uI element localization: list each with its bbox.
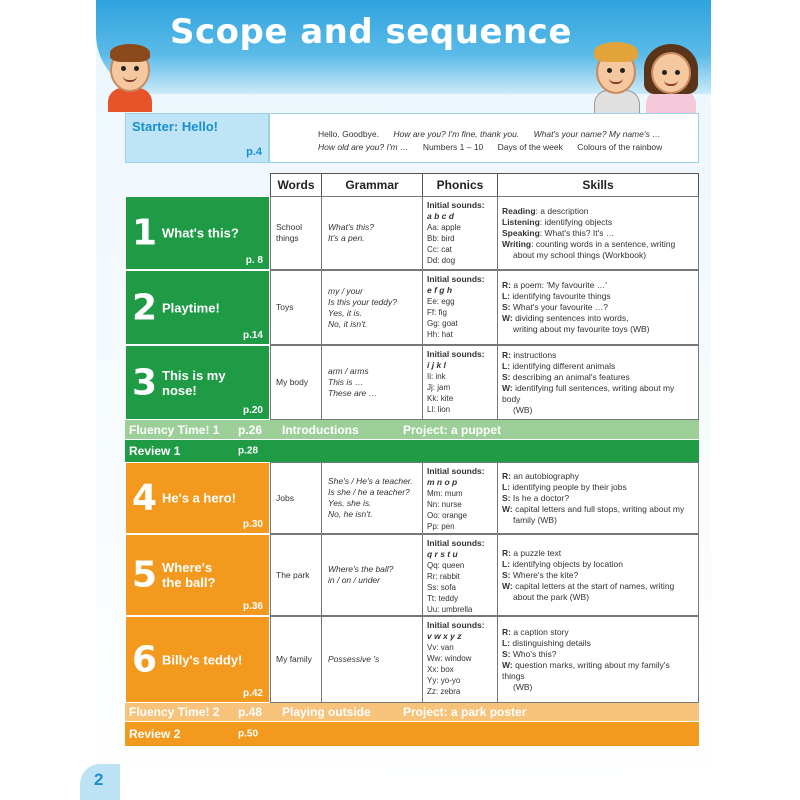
unit-label	[125, 345, 270, 420]
phonics-example: Kk: kite	[427, 394, 454, 403]
phonics-example: Ff: fig	[427, 308, 448, 317]
phonics-example: Rr: rabbit	[427, 572, 460, 581]
skills-label: W:	[502, 503, 513, 514]
skills-line	[502, 627, 694, 638]
skills-label: L:	[502, 481, 511, 492]
starter-unit-label	[125, 113, 269, 163]
skills-text: Who's this?	[510, 648, 557, 659]
phonics-letters: a b c d	[427, 211, 454, 221]
skills-text: dividing sentences into words,	[512, 313, 629, 323]
starter-phrase: Hello. Goodbye.	[318, 129, 379, 139]
unit-number: 3	[132, 362, 158, 403]
review-2-band	[125, 722, 699, 746]
skills-text: What's your favourite …?	[510, 302, 609, 312]
phonics-example: Nn: nurse	[427, 500, 462, 509]
unit-number: 4	[132, 477, 158, 519]
phonics-example: Tt: teddy	[427, 594, 459, 603]
skills-label: W:	[502, 580, 513, 591]
skills-label: R:	[502, 349, 511, 360]
skills-cell	[497, 196, 699, 270]
skills-label: S:	[502, 569, 511, 580]
unit-title: This is my nose!	[162, 367, 226, 398]
boy-illustration-left	[100, 40, 160, 112]
skills-text: a poem: 'My favourite …'	[510, 280, 607, 290]
unit-page-ref: p.36	[242, 601, 263, 612]
skills-label: R:	[502, 470, 511, 481]
starter-phrase: What's your name? My name's …	[533, 129, 661, 139]
skills-label: S:	[502, 302, 511, 312]
starter-content	[269, 113, 699, 163]
review-2-page: p.50	[238, 728, 259, 740]
phonics-example: Jj: jam	[427, 383, 451, 392]
phonics-letters: m n o p	[427, 477, 458, 487]
phonics-cell	[422, 616, 498, 703]
grammar-cell	[321, 196, 423, 270]
starter-phrase: Numbers 1 – 10	[422, 142, 484, 152]
skills-line	[502, 239, 694, 250]
words-cell: Jobs	[270, 462, 322, 534]
fluency-2-topic: Playing outside	[282, 705, 371, 719]
unit-title: Billy's teddy!	[162, 652, 243, 667]
skills-line	[502, 280, 694, 291]
grammar-cell	[321, 616, 423, 703]
skills-line	[502, 206, 694, 217]
grammar-line: What's this?	[328, 222, 375, 232]
phonics-example: Gg: goat	[427, 319, 458, 328]
starter-line-2	[318, 142, 674, 152]
starter-phrase: How old are you? I'm …	[318, 142, 409, 152]
review-1-band	[125, 440, 699, 462]
phonics-example: Ss: sofa	[427, 583, 456, 592]
skills-label: W:	[502, 313, 513, 323]
phonics-example: Pp: pen	[427, 522, 455, 531]
skills-label: L:	[502, 558, 511, 569]
unit-label	[125, 534, 270, 616]
fluency-2-page: p.48	[238, 705, 263, 719]
phonics-example: Zz: zebra	[427, 687, 461, 696]
skills-label: Speaking	[502, 227, 540, 238]
unit-number: 6	[132, 639, 158, 680]
skills-line	[502, 383, 694, 405]
skills-text: an autobiography	[510, 470, 580, 481]
skills-line	[502, 682, 694, 693]
phonics-letters: e f g h	[427, 285, 453, 295]
column-header-skills: Skills	[497, 173, 699, 197]
skills-cell	[497, 345, 699, 420]
skills-cell	[497, 462, 699, 534]
unit-title: What's this?	[162, 225, 239, 241]
review-1-page: p.28	[238, 445, 259, 457]
column-header-phonics: Phonics	[422, 173, 498, 197]
review-2-title: Review 2	[129, 727, 181, 741]
skills-text: family (WB)	[513, 514, 557, 525]
phonics-example: Ee: egg	[427, 297, 455, 306]
skills-text: Where's the kite?	[510, 569, 579, 580]
girl-illustration-right	[640, 40, 702, 114]
skills-label: L:	[502, 291, 511, 301]
phonics-example: Uu: umbrella	[427, 605, 473, 614]
phonics-example: Mm: mum	[427, 489, 463, 498]
grammar-line: Is this your teddy?	[328, 296, 397, 307]
page-number: 2	[94, 770, 104, 789]
phonics-cell	[422, 534, 498, 616]
words-cell: School things	[270, 196, 322, 270]
skills-line	[502, 302, 694, 313]
phonics-title: Initial sounds:	[427, 538, 485, 548]
fluency-time-1-band	[125, 420, 699, 439]
column-header-words: Words	[270, 173, 322, 197]
unit-title: He's a hero!	[162, 490, 236, 506]
grammar-line: in / on / under	[328, 575, 380, 585]
skills-label: Listening	[502, 216, 540, 227]
unit-page-ref: p. 8	[245, 255, 263, 266]
boy-illustration-right	[588, 40, 644, 114]
fluency-1-page: p.26	[238, 422, 263, 437]
skills-label: S:	[502, 648, 511, 659]
words-cell: Toys	[270, 270, 322, 345]
skills-cell	[497, 534, 699, 616]
skills-text: question marks, writing about my family's things	[502, 659, 670, 681]
phonics-example: Cc: cat	[427, 245, 452, 254]
skills-label: Writing	[502, 238, 532, 249]
skills-text: : a description	[535, 205, 589, 216]
skills-text: a puzzle text	[510, 547, 562, 558]
phonics-example: Yy: yo-yo	[427, 676, 461, 685]
skills-label: W:	[502, 382, 513, 393]
skills-text: identifying different animals	[510, 360, 616, 371]
words-cell: The park	[270, 534, 322, 616]
unit-page-ref: p.42	[242, 688, 263, 699]
skills-text: instructions	[510, 349, 557, 360]
skills-label: R:	[502, 626, 511, 637]
grammar-line: No, it isn't.	[328, 318, 368, 329]
skills-text: about my school things (Workbook)	[513, 249, 647, 260]
skills-text: identifying objects by location	[510, 558, 623, 569]
skills-line	[502, 548, 694, 559]
grammar-cell	[321, 345, 423, 420]
skills-text: : identifying objects	[539, 216, 613, 227]
phonics-example: Ii: ink	[427, 372, 446, 381]
starter-line-1	[318, 129, 673, 139]
starter-phrase: Colours of the rainbow	[577, 142, 663, 152]
skills-line	[502, 324, 694, 335]
starter-page-ref: p.4	[246, 146, 262, 158]
column-header-grammar: Grammar	[321, 173, 423, 197]
phonics-example: Bb: bird	[427, 234, 455, 243]
fluency-2-project: Project: a park poster	[403, 705, 527, 719]
skills-text: identifying favourite things	[510, 291, 611, 301]
unit-number: 2	[132, 287, 158, 328]
unit-label	[125, 270, 270, 345]
skills-label: S:	[502, 371, 511, 382]
phonics-cell	[422, 270, 498, 345]
fluency-1-project: Project: a puppet	[403, 422, 502, 437]
starter-phrase: How are you? I'm fine, thank you.	[393, 129, 520, 139]
skills-text: about the park (WB)	[513, 591, 590, 602]
fluency-time-2-band	[125, 703, 699, 721]
skills-line	[502, 515, 694, 526]
grammar-line: She's / He's a teacher.	[328, 476, 413, 486]
phonics-example: Aa: apple	[427, 223, 461, 232]
phonics-title: Initial sounds:	[427, 200, 485, 210]
skills-line	[502, 372, 694, 383]
grammar-line: No, he isn't.	[328, 509, 373, 519]
skills-text: capital letters at the start of names, writing	[512, 580, 675, 591]
grammar-line: This is …	[328, 377, 364, 387]
skills-text: distinguishing details	[510, 637, 591, 648]
grammar-cell	[321, 462, 423, 534]
phonics-example: Qq: queen	[427, 561, 465, 570]
grammar-line: arm / arms	[328, 366, 369, 376]
unit-title: Playtime!	[162, 300, 220, 315]
fluency-1-topic: Introductions	[282, 422, 359, 437]
grammar-cell	[321, 534, 423, 616]
grammar-line: Where's the ball?	[328, 564, 394, 574]
skills-cell	[497, 270, 699, 345]
grammar-cell	[321, 270, 423, 345]
phonics-example: Hh: hat	[427, 330, 453, 339]
phonics-cell	[422, 196, 498, 270]
skills-label: Reading	[502, 205, 536, 216]
skills-line	[502, 250, 694, 261]
review-1-title: Review 1	[129, 444, 181, 458]
phonics-example: Oo: orange	[427, 511, 468, 520]
phonics-letters: q r s t u	[427, 549, 458, 559]
unit-number: 1	[132, 212, 158, 254]
skills-label: R:	[502, 280, 511, 290]
skills-text: a caption story	[510, 626, 569, 637]
skills-label: W:	[502, 659, 513, 670]
unit-page-ref: p.20	[242, 405, 263, 416]
skills-text: capital letters and full stops, writing about my	[512, 503, 685, 514]
skills-text: : counting words in a sentence, writing	[531, 238, 676, 249]
skills-label: L:	[502, 637, 511, 648]
skills-line	[502, 361, 694, 372]
unit-page-ref: p.14	[242, 330, 263, 341]
unit-page-ref: p.30	[242, 519, 263, 530]
skills-text: describing an animal's features	[510, 371, 630, 382]
skills-text: identifying people by their jobs	[510, 481, 627, 492]
phonics-example: Ww: window	[427, 654, 472, 663]
grammar-line: Yes, she is.	[328, 498, 372, 508]
skills-line	[502, 405, 694, 416]
words-cell: My body	[270, 345, 322, 420]
skills-line	[502, 592, 694, 603]
starter-title: Starter: Hello!	[132, 119, 218, 134]
skills-line	[502, 482, 694, 493]
phonics-title: Initial sounds:	[427, 620, 485, 630]
skills-line	[502, 570, 694, 581]
skills-line	[502, 217, 694, 228]
unit-title: Where's the ball?	[162, 560, 216, 590]
skills-label: L:	[502, 360, 511, 371]
phonics-cell	[422, 462, 498, 534]
skills-label: R:	[502, 547, 511, 558]
skills-line	[502, 291, 694, 302]
skills-line	[502, 313, 694, 324]
skills-line	[502, 471, 694, 482]
phonics-example: Dd: dog	[427, 256, 456, 265]
phonics-example: Ll: lion	[427, 405, 451, 414]
skills-text: (WB)	[513, 404, 533, 415]
unit-label	[125, 616, 270, 703]
phonics-letters: i j k l	[427, 360, 446, 370]
phonics-title: Initial sounds:	[427, 274, 485, 284]
grammar-line: Possessive 's	[328, 654, 380, 664]
unit-label	[125, 462, 270, 534]
unit-label	[125, 196, 270, 270]
grammar-line: Is she / he a teacher?	[328, 487, 410, 497]
grammar-line: my / your	[328, 285, 363, 296]
phonics-letters: v w x y z	[427, 631, 462, 641]
skills-line	[502, 493, 694, 504]
skills-line	[502, 581, 694, 592]
skills-line	[502, 660, 694, 682]
skills-text: (WB)	[513, 681, 533, 692]
skills-line	[502, 228, 694, 239]
grammar-line: It's a pen.	[328, 233, 365, 243]
skills-cell	[497, 616, 699, 703]
starter-phrase: Days of the week	[497, 142, 563, 152]
fluency-2-title: Fluency Time! 2	[129, 705, 220, 719]
grammar-line: These are …	[328, 388, 378, 398]
skills-line	[502, 649, 694, 660]
skills-line	[502, 350, 694, 361]
phonics-title: Initial sounds:	[427, 466, 485, 476]
skills-line	[502, 504, 694, 515]
phonics-example: Xx: box	[427, 665, 454, 674]
skills-text: writing about my favourite toys (WB)	[513, 324, 650, 334]
skills-text: identifying full sentences, writing about my body	[502, 382, 675, 404]
phonics-cell	[422, 345, 498, 420]
skills-text: : What's this? It's …	[539, 227, 615, 238]
skills-line	[502, 638, 694, 649]
unit-number: 5	[132, 554, 158, 596]
skills-label: S:	[502, 492, 511, 503]
words-cell: My family	[270, 616, 322, 703]
phonics-title: Initial sounds:	[427, 349, 485, 359]
grammar-line: Yes, it is.	[328, 307, 363, 318]
skills-text: Is he a doctor?	[510, 492, 570, 503]
fluency-1-title: Fluency Time! 1	[129, 422, 220, 437]
phonics-example: Vv: van	[427, 643, 454, 652]
page-title: Scope and sequence	[170, 12, 572, 52]
skills-line	[502, 559, 694, 570]
